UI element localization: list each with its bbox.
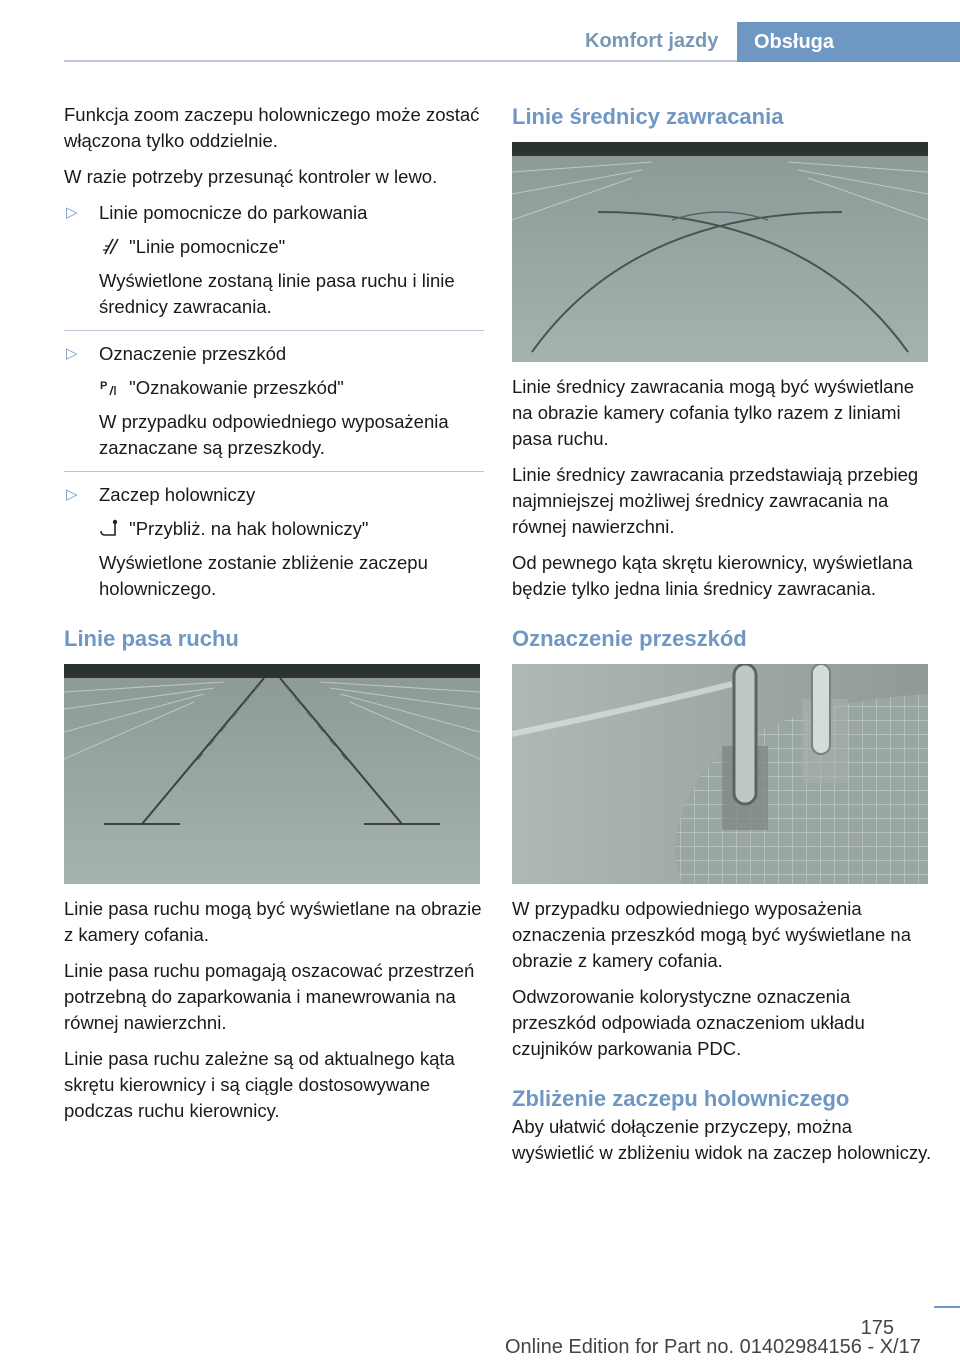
turning-paragraph-2: Linie średnicy zawracania przedstawiają przebieg najmniejszej możliwej średnicy zawracania na równej nawierzchni. [512,464,919,537]
bullet-title: Zaczep holowniczy [99,484,256,505]
bullet-description: W przypadku odpowiedniego wyposażenia zaznaczane są przeszkody. [99,411,449,458]
edition-footer: Online Edition for Part no. 01402984156 - X/17 [505,1336,921,1358]
turning-paragraph-3: Od pewnego kąta skrętu kierownicy, wyświetlana będzie tylko jedna linia średnicy zawracania. [512,552,913,599]
bullet-tow-hitch [64,482,484,602]
bullet-divider [64,330,484,331]
lane-lines-camera-image [64,664,480,884]
triangle-bullet-icon: ▷ [66,345,78,362]
section-tab: Komfort jazdy [585,30,719,52]
turning-circle-camera-image [512,142,928,362]
lane-paragraph-3: Linie pasa ruchu zależne są od aktualnego kąta skrętu kierownicy i są ciągle dostosowywane podczas ruchu kierownicy. [64,1048,455,1121]
obstacle-paragraph-2: Odwzorowanie kolorystyczne oznaczenia przeszkód odpowiada oznaczeniom układu czujników parkowania PDC. [512,986,865,1059]
obstacle-marking-heading: Oznaczenie przeszkód [512,626,747,651]
lane-paragraph-1: Linie pasa ruchu mogą być wyświetlane na obrazie z kamery cofania. [64,898,482,945]
bullet-obstacle-marking [64,341,484,461]
bullet-description: Wyświetlone zostanie zbliżenie zaczepu holowniczego. [99,552,428,599]
turning-paragraph-1: Linie średnicy zawracania mogą być wyświetlane na obrazie kamery cofania tylko razem z liniami pasa ruchu. [512,376,915,449]
bullet-title: Linie pomocnicze do parkowania [99,202,368,223]
intro-paragraph-1: Funkcja zoom zaczepu holowniczego może zostać włączona tylko oddzielnie. [64,104,480,151]
footer-rule [0,1306,960,1308]
menu-label: "Linie pomocnicze" [129,236,286,257]
bullet-divider [64,471,484,472]
menu-label: "Oznakowanie przeszkód" [129,377,344,398]
page-number: 175 [860,1317,894,1339]
triangle-bullet-icon: ▷ [66,204,78,221]
lane-lines-heading: Linie pasa ruchu [64,626,239,651]
left-column [64,102,484,1134]
lane-paragraph-2: Linie pasa ruchu pomagają oszacować przestrzeń potrzebną do zaparkowania i manewrowania na równej nawierzchni. [64,960,475,1033]
bullet-description: Wyświetlone zostaną linie pasa ruchu i linie średnicy zawracania. [99,270,455,317]
turning-circle-heading: Linie średnicy zawracania [512,104,784,129]
bullet-parking-lines [64,200,484,320]
chapter-tab: Obsługa [737,22,960,62]
right-column [512,102,932,1176]
obstacle-marking-camera-image [512,664,928,884]
bullet-title: Oznaczenie przeszkód [99,343,287,364]
obstacle-paragraph-1: W przypadku odpowiedniego wyposażenia oznaczenia przeszkód mogą być wyświetlane na obrazie z kamery cofania. [512,898,911,971]
intro-paragraph-2: W razie potrzeby przesunąć kontroler w lewo. [64,166,438,187]
tow-hitch-icon [99,519,121,537]
hitch-zoom-heading: Zbliżenie zaczepu holowniczego [512,1086,850,1111]
parking-lines-icon [99,237,121,255]
triangle-bullet-icon: ▷ [66,486,78,503]
svg-text:P: P [100,380,108,392]
menu-label: "Przybliż. na hak holowniczy" [129,518,369,539]
hitch-paragraph-1: Aby ułatwić dołączenie przyczepy, można wyświetlić w zbliżeniu widok na zaczep holowniczy. [512,1116,932,1163]
obstacle-marking-icon [99,378,121,396]
